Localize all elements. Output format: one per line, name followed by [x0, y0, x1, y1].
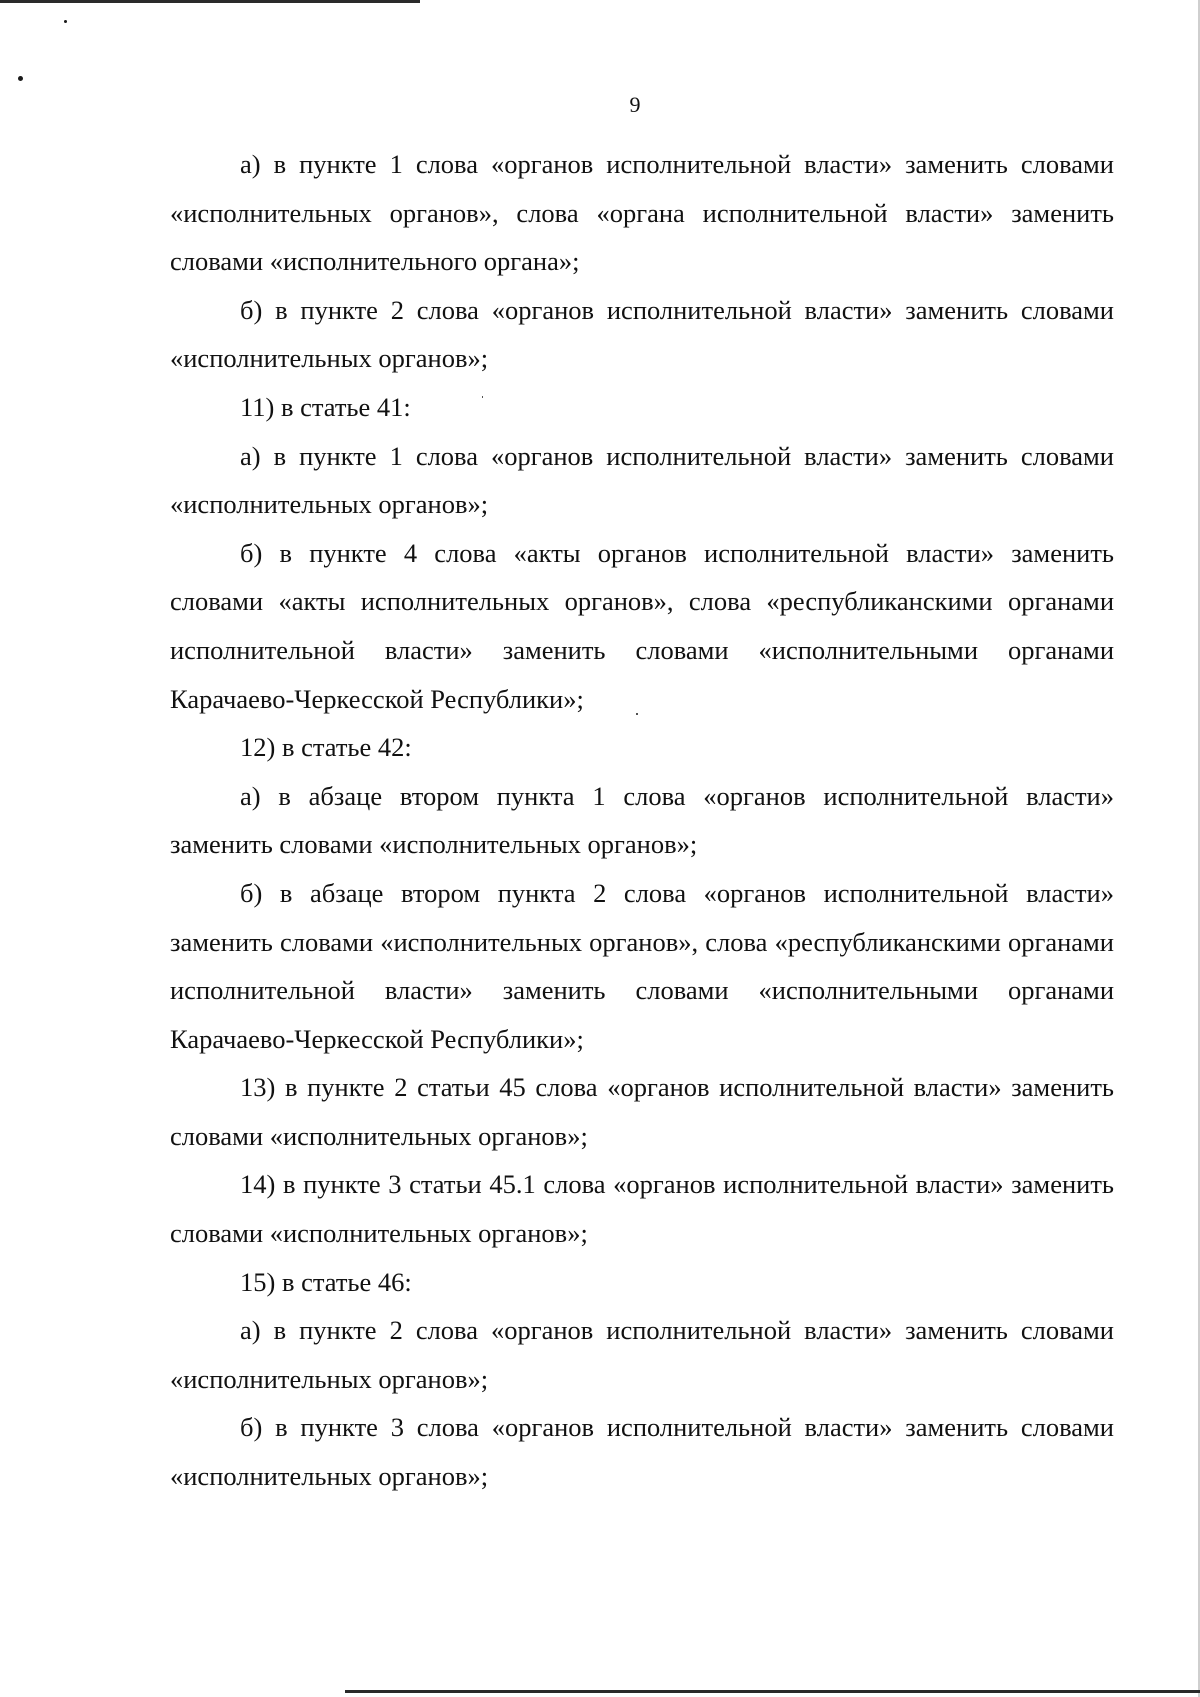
- scan-edge-top: [0, 0, 420, 3]
- paragraph: б) в пункте 2 слова «органов исполнительной власти» заменить словами «исполнительных органов»;: [170, 294, 1114, 374]
- scan-edge-bottom: [345, 1690, 1200, 1693]
- document-body: [170, 140, 1114, 1501]
- scan-speck: [64, 20, 67, 23]
- paragraph: 12) в статье 42:: [240, 732, 412, 763]
- paragraph: а) в пункте 1 слова «органов исполнительной власти» заменить словами «исполнительных органов»;: [170, 440, 1114, 520]
- paragraph: а) в абзаце втором пункта 1 слова «органов исполнительной власти» заменить словами «исполнительных органов»;: [170, 780, 1114, 860]
- paragraph: б) в пункте 4 слова «акты органов исполнительной власти» заменить словами «акты исполнительных органов», слова «республиканскими органами исполнительной власти» заменить словами «исполнительными органами Карачаево-Черкесской Республики»;: [170, 537, 1114, 714]
- scan-speck: [18, 76, 23, 81]
- page-number: 9: [629, 92, 641, 117]
- paragraph: 15) в статье 46:: [240, 1266, 412, 1297]
- paragraph: б) в абзаце втором пункта 2 слова «органов исполнительной власти» заменить словами «исполнительных органов», слова «республиканскими органами исполнительной власти» заменить словами «исполнительными органами Карачаево-Черкесской Республики»;: [170, 877, 1114, 1054]
- paragraph: 11) в статье 41:: [240, 391, 411, 422]
- paragraph: а) в пункте 2 слова «органов исполнительной власти» заменить словами «исполнительных органов»;: [170, 1315, 1114, 1394]
- paragraph: 13) в пункте 2 статьи 45 слова «органов исполнительной власти» заменить словами «исполнительных органов»;: [170, 1072, 1114, 1151]
- paragraph: 14) в пункте 3 статьи 45.1 слова «органов исполнительной власти» заменить словами «исполнительных органов»;: [170, 1169, 1114, 1249]
- paragraph: б) в пункте 3 слова «органов исполнительной власти» заменить словами «исполнительных органов»;: [170, 1412, 1114, 1492]
- paragraph: а) в пункте 1 слова «органов исполнительной власти» заменить словами «исполнительных органов», слова «органа исполнительной власти» заменить словами «исполнительного органа»;: [170, 149, 1114, 277]
